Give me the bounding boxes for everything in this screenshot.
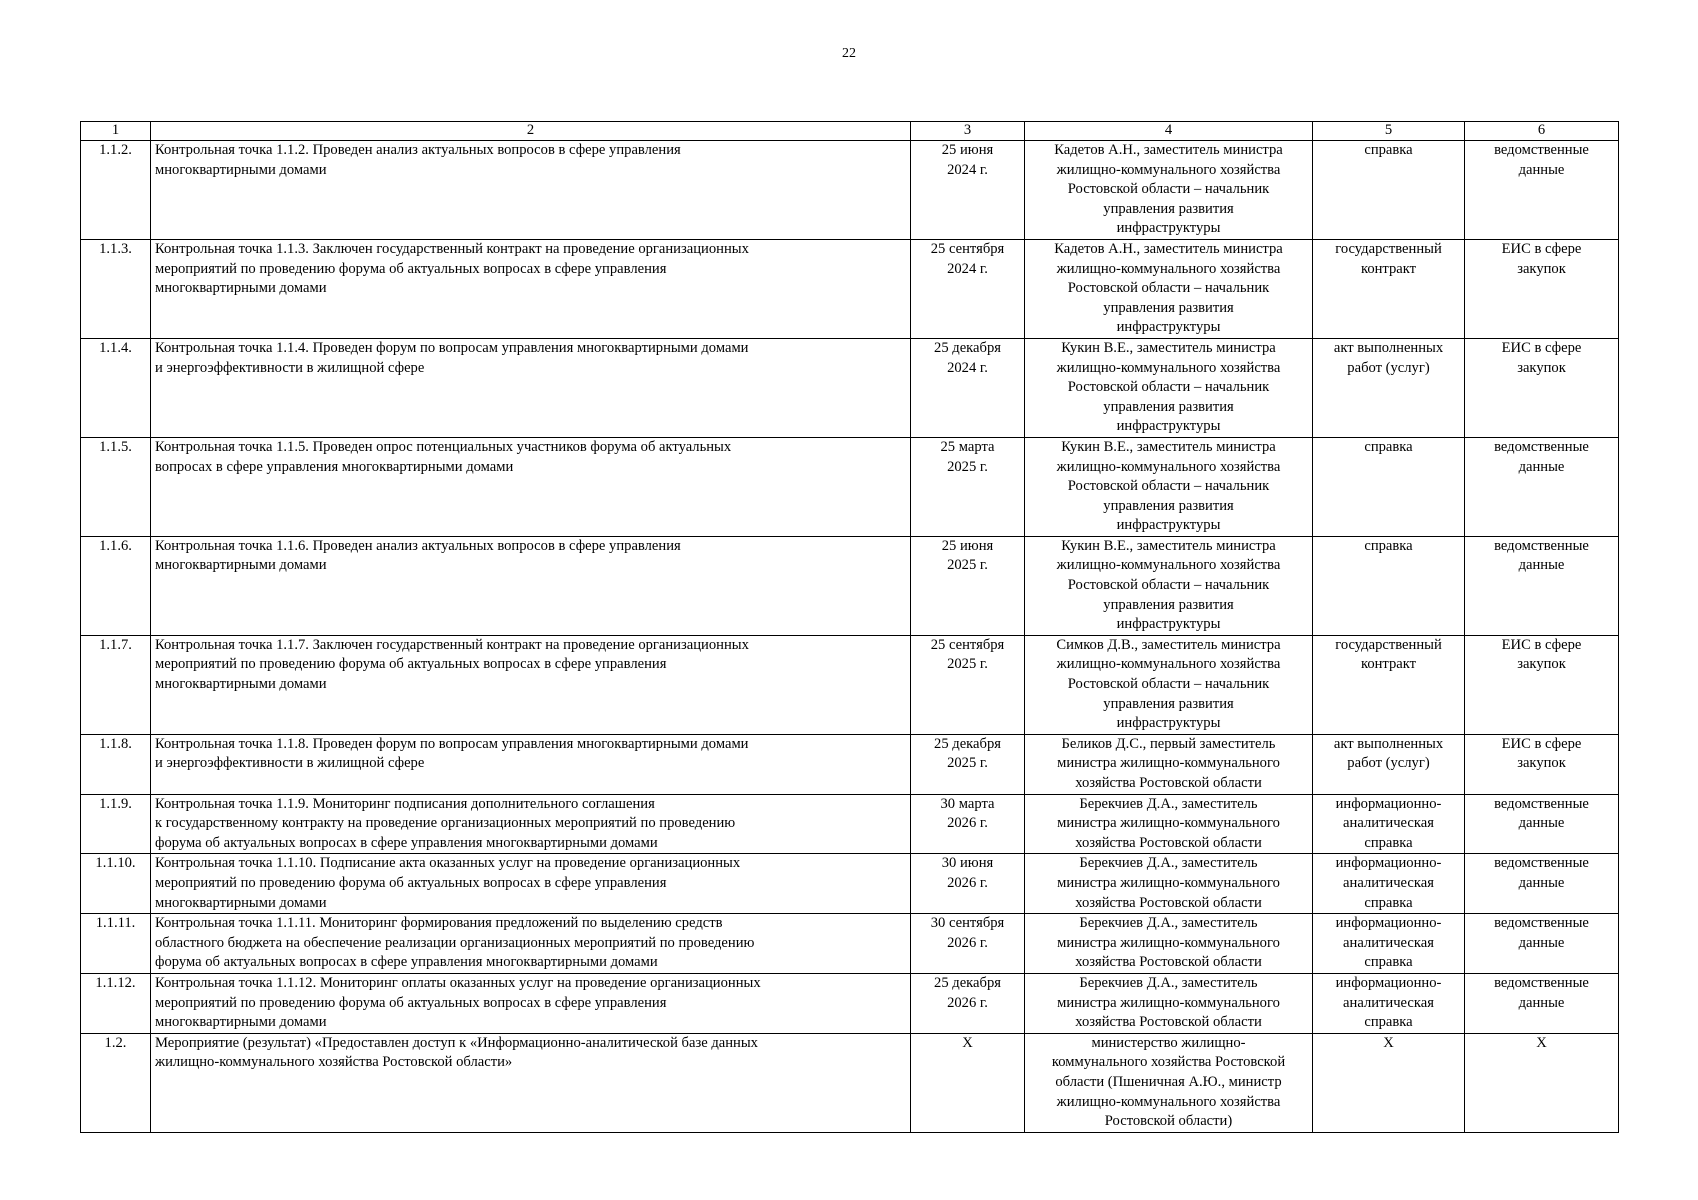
cell-responsible-line: жилищно-коммунального хозяйства	[1056, 557, 1281, 574]
cell-deadline-line: 25 июня	[941, 142, 994, 158]
header-col-5: 5	[1313, 122, 1465, 141]
cell-document-type	[1313, 1033, 1465, 1132]
cell-responsible-line: Ростовской области – начальник	[1067, 676, 1270, 693]
cell-responsible-line: инфраструктуры	[1116, 220, 1221, 237]
cell-responsible-line: управления развития	[1103, 200, 1234, 217]
cell-info-source-line: закупок	[1517, 755, 1566, 772]
cell-responsible-line: жилищно-коммунального хозяйства	[1056, 359, 1281, 376]
cell-info-source-line: данные	[1518, 934, 1565, 951]
cell-description-line: многоквартирными домами	[155, 161, 327, 178]
cell-responsible-line: хозяйства Ростовской области	[1075, 834, 1262, 851]
cell-info-source	[1465, 239, 1619, 338]
cell-responsible-line: министра жилищно-коммунального	[1057, 994, 1280, 1011]
cell-document-type-line: справка	[1364, 438, 1413, 455]
header-col-2: 2	[151, 122, 911, 141]
cell-responsible-line: министерство жилищно-	[1091, 1034, 1246, 1051]
cell-description-line: мероприятий по проведению форума об актуальных вопросах в сфере управления	[155, 656, 667, 673]
cell-responsible-line: жилищно-коммунального хозяйства	[1056, 260, 1281, 277]
cell-document-type-line: справка	[1364, 537, 1413, 554]
cell-info-source-line: ведомственные	[1494, 915, 1589, 932]
cell-info-source	[1465, 338, 1619, 437]
cell-deadline	[911, 854, 1025, 914]
cell-info-source-line: ведомственные	[1494, 537, 1589, 554]
cell-description-line: многоквартирными домами	[155, 894, 327, 911]
cell-deadline	[911, 338, 1025, 437]
table-row	[81, 854, 1619, 914]
cell-document-type-line: справка	[1364, 834, 1413, 851]
cell-description-line: Контрольная точка 1.1.11. Мониторинг формирования предложений по выделению средств	[155, 915, 723, 932]
header-col-3: 3	[911, 122, 1025, 141]
cell-info-source-line: данные	[1518, 994, 1565, 1011]
cell-description-line: Контрольная точка 1.1.5. Проведен опрос потенциальных участников форума об актуальных	[155, 438, 732, 455]
cell-description-line: областного бюджета на обеспечение реализации организационных мероприятий по проведению	[155, 934, 755, 951]
cell-document-type	[1313, 794, 1465, 854]
cell-info-source-line: ЕИС в сфере	[1501, 636, 1582, 653]
cell-document-type-line: акт выполненных	[1333, 339, 1444, 356]
cell-deadline-line: 30 сентября	[930, 915, 1005, 932]
cell-responsible-line: инфраструктуры	[1116, 517, 1221, 534]
cell-description	[151, 536, 911, 635]
cell-description-line: жилищно-коммунального хозяйства Ростовской области»	[155, 1054, 513, 1071]
cell-description-line: Контрольная точка 1.1.8. Проведен форум по вопросам управления многоквартирными домами	[155, 735, 749, 752]
cell-description-line: Контрольная точка 1.1.2. Проведен анализ актуальных вопросов в сфере управления	[155, 142, 681, 158]
cell-number: 1.1.10.	[81, 854, 151, 914]
cell-description	[151, 854, 911, 914]
cell-document-type-line: аналитическая	[1343, 994, 1434, 1011]
cell-info-source	[1465, 536, 1619, 635]
cell-responsible-line: жилищно-коммунального хозяйства	[1056, 656, 1281, 673]
cell-responsible-line: министра жилищно-коммунального	[1057, 755, 1280, 772]
cell-responsible	[1025, 734, 1313, 794]
cell-description	[151, 338, 911, 437]
cell-document-type-line: информационно-	[1335, 855, 1442, 872]
cell-document-type	[1313, 854, 1465, 914]
cell-deadline-line: 2026 г.	[947, 934, 988, 951]
table-row	[81, 141, 1619, 240]
cell-description-line: Контрольная точка 1.1.4. Проведен форум по вопросам управления многоквартирными домами	[155, 339, 749, 356]
cell-responsible-line: Беликов Д.С., первый заместитель	[1061, 735, 1276, 752]
cell-document-type-line: справка	[1364, 894, 1413, 911]
cell-document-type-line: контракт	[1360, 260, 1417, 277]
cell-deadline	[911, 734, 1025, 794]
cell-deadline-line: 2025 г.	[947, 755, 988, 772]
cell-number: 1.1.2.	[81, 141, 151, 240]
cell-document-type-line: Х	[1383, 1034, 1394, 1051]
cell-document-type	[1313, 338, 1465, 437]
cell-responsible	[1025, 854, 1313, 914]
cell-responsible-line: хозяйства Ростовской области	[1075, 894, 1262, 911]
cell-info-source-line: закупок	[1517, 656, 1566, 673]
cell-responsible	[1025, 635, 1313, 734]
table-row	[81, 1033, 1619, 1132]
table-row	[81, 635, 1619, 734]
cell-description-line: Контрольная точка 1.1.10. Подписание акта оказанных услуг на проведение организационных	[155, 855, 741, 872]
cell-responsible-line: Кукин В.Е., заместитель министра	[1061, 438, 1276, 455]
cell-document-type	[1313, 734, 1465, 794]
cell-deadline-line: 30 марта	[940, 795, 995, 812]
cell-responsible-line: Ростовской области – начальник	[1067, 478, 1270, 495]
cell-description-line: форума об актуальных вопросах в сфере управления многоквартирными домами	[155, 954, 658, 971]
cell-responsible-line: Кукин В.Е., заместитель министра	[1061, 339, 1276, 356]
cell-description-line: и энергоэффективности в жилищной сфере	[155, 755, 425, 772]
cell-number: 1.1.12.	[81, 973, 151, 1033]
cell-responsible-line: управления развития	[1103, 695, 1234, 712]
cell-responsible-line: области (Пшеничная А.Ю., министр	[1055, 1073, 1282, 1090]
cell-deadline-line: 2024 г.	[947, 161, 988, 178]
cell-info-source	[1465, 734, 1619, 794]
cell-info-source	[1465, 635, 1619, 734]
header-col-4: 4	[1025, 122, 1313, 141]
control-points-table	[80, 121, 1619, 1133]
cell-responsible-line: Берекчиев Д.А., заместитель	[1079, 974, 1258, 991]
cell-description-line: многоквартирными домами	[155, 1014, 327, 1031]
cell-info-source-line: данные	[1518, 458, 1565, 475]
header-col-6: 6	[1465, 122, 1619, 141]
cell-document-type	[1313, 536, 1465, 635]
cell-deadline-line: 2024 г.	[947, 260, 988, 277]
cell-document-type-line: государственный	[1335, 636, 1442, 653]
cell-info-source-line: ведомственные	[1494, 795, 1589, 812]
cell-description-line: форума об актуальных вопросах в сфере управления многоквартирными домами	[155, 834, 658, 851]
cell-deadline	[911, 437, 1025, 536]
cell-document-type-line: государственный	[1335, 240, 1442, 257]
header-col-1: 1	[81, 122, 151, 141]
cell-info-source	[1465, 141, 1619, 240]
cell-responsible	[1025, 338, 1313, 437]
cell-document-type	[1313, 239, 1465, 338]
cell-description-line: многоквартирными домами	[155, 557, 327, 574]
cell-document-type-line: работ (услуг)	[1347, 359, 1430, 376]
cell-description	[151, 437, 911, 536]
cell-description-line: Контрольная точка 1.1.6. Проведен анализ актуальных вопросов в сфере управления	[155, 537, 681, 554]
cell-responsible	[1025, 1033, 1313, 1132]
cell-description-line: многоквартирными домами	[155, 676, 327, 693]
cell-deadline	[911, 635, 1025, 734]
cell-responsible-line: жилищно-коммунального хозяйства	[1056, 161, 1281, 178]
cell-description	[151, 635, 911, 734]
cell-deadline-line: 25 сентября	[930, 240, 1005, 257]
cell-responsible	[1025, 914, 1313, 974]
cell-responsible-line: инфраструктуры	[1116, 616, 1221, 633]
cell-responsible-line: жилищно-коммунального хозяйства	[1056, 1093, 1281, 1110]
cell-responsible-line: Ростовской области – начальник	[1067, 280, 1270, 297]
cell-info-source	[1465, 914, 1619, 974]
cell-responsible-line: министра жилищно-коммунального	[1057, 874, 1280, 891]
cell-responsible-line: Берекчиев Д.А., заместитель	[1079, 795, 1258, 812]
cell-responsible	[1025, 973, 1313, 1033]
cell-responsible-line: коммунального хозяйства Ростовской	[1051, 1054, 1286, 1071]
page-number: 22	[842, 46, 856, 61]
cell-number: 1.1.7.	[81, 635, 151, 734]
cell-info-source-line: данные	[1518, 557, 1565, 574]
cell-description-line: мероприятий по проведению форума об актуальных вопросах в сфере управления	[155, 874, 667, 891]
cell-description	[151, 914, 911, 974]
table-row	[81, 734, 1619, 794]
cell-responsible-line: министра жилищно-коммунального	[1057, 815, 1280, 832]
cell-number: 1.1.5.	[81, 437, 151, 536]
cell-responsible-line: Симков Д.В., заместитель министра	[1056, 636, 1281, 653]
cell-responsible-line: министра жилищно-коммунального	[1057, 934, 1280, 951]
cell-info-source-line: данные	[1518, 874, 1565, 891]
cell-responsible-line: инфраструктуры	[1116, 418, 1221, 435]
cell-deadline-line: 25 марта	[940, 438, 995, 455]
cell-responsible-line: управления развития	[1103, 398, 1234, 415]
cell-description-line: Контрольная точка 1.1.7. Заключен государственный контракт на проведение организационных	[155, 636, 749, 653]
cell-responsible-line: Ростовской области – начальник	[1067, 577, 1270, 594]
cell-deadline-line: 2025 г.	[947, 458, 988, 475]
cell-document-type	[1313, 437, 1465, 536]
cell-deadline	[911, 141, 1025, 240]
cell-info-source-line: данные	[1518, 815, 1565, 832]
cell-deadline	[911, 1033, 1025, 1132]
cell-info-source	[1465, 973, 1619, 1033]
cell-description-line: мероприятий по проведению форума об актуальных вопросах в сфере управления	[155, 994, 667, 1011]
cell-info-source-line: ЕИС в сфере	[1501, 735, 1582, 752]
cell-responsible-line: управления развития	[1103, 497, 1234, 514]
cell-responsible-line: Кукин В.Е., заместитель министра	[1061, 537, 1276, 554]
cell-info-source-line: ведомственные	[1494, 855, 1589, 872]
cell-document-type-line: акт выполненных	[1333, 735, 1444, 752]
cell-info-source	[1465, 854, 1619, 914]
cell-description-line: Мероприятие (результат) «Предоставлен доступ к «Информационно-аналитической базе данных	[155, 1034, 758, 1051]
cell-responsible	[1025, 437, 1313, 536]
cell-description-line: и энергоэффективности в жилищной сфере	[155, 359, 425, 376]
cell-description-line: мероприятий по проведению форума об актуальных вопросах в сфере управления	[155, 260, 667, 277]
cell-deadline	[911, 794, 1025, 854]
cell-responsible-line: Ростовской области – начальник	[1067, 379, 1270, 396]
cell-info-source	[1465, 794, 1619, 854]
cell-number: 1.1.9.	[81, 794, 151, 854]
cell-info-source-line: закупок	[1517, 260, 1566, 277]
cell-responsible	[1025, 141, 1313, 240]
cell-description	[151, 794, 911, 854]
cell-deadline-line: 25 сентября	[930, 636, 1005, 653]
cell-document-type	[1313, 141, 1465, 240]
cell-description	[151, 1033, 911, 1132]
cell-number: 1.1.3.	[81, 239, 151, 338]
cell-description-line: к государственному контракту на проведение организационных мероприятий по проведению	[155, 815, 736, 832]
cell-number: 1.1.6.	[81, 536, 151, 635]
cell-document-type-line: информационно-	[1335, 974, 1442, 991]
cell-number: 1.1.11.	[81, 914, 151, 974]
cell-description	[151, 141, 911, 240]
cell-deadline-line: 25 декабря	[934, 974, 1001, 991]
cell-responsible-line: Ростовской области)	[1104, 1113, 1233, 1130]
cell-number: 1.2.	[81, 1033, 151, 1132]
cell-deadline-line: 30 июня	[941, 855, 994, 872]
cell-number: 1.1.8.	[81, 734, 151, 794]
cell-document-type	[1313, 973, 1465, 1033]
cell-responsible-line: управления развития	[1103, 299, 1234, 316]
cell-responsible-line: Берекчиев Д.А., заместитель	[1079, 855, 1258, 872]
table-row	[81, 536, 1619, 635]
cell-responsible-line: инфраструктуры	[1116, 319, 1221, 336]
cell-description-line: многоквартирными домами	[155, 280, 327, 297]
cell-info-source-line: ЕИС в сфере	[1501, 240, 1582, 257]
cell-description-line: Контрольная точка 1.1.9. Мониторинг подписания дополнительного соглашения	[155, 795, 655, 812]
cell-description-line: Контрольная точка 1.1.3. Заключен государственный контракт на проведение организационных	[155, 240, 749, 257]
cell-responsible	[1025, 794, 1313, 854]
cell-info-source	[1465, 1033, 1619, 1132]
cell-info-source-line: ведомственные	[1494, 974, 1589, 991]
cell-deadline-line: 2025 г.	[947, 656, 988, 673]
table-row	[81, 437, 1619, 536]
cell-document-type-line: информационно-	[1335, 915, 1442, 932]
cell-deadline-line: 2026 г.	[947, 994, 988, 1011]
cell-document-type	[1313, 635, 1465, 734]
cell-document-type-line: работ (услуг)	[1347, 755, 1430, 772]
table-row	[81, 239, 1619, 338]
cell-responsible-line: Ростовской области – начальник	[1067, 181, 1270, 198]
cell-deadline-line: 2026 г.	[947, 874, 988, 891]
cell-document-type-line: справка	[1364, 1014, 1413, 1031]
table-row	[81, 794, 1619, 854]
cell-document-type-line: справка	[1364, 954, 1413, 971]
cell-document-type-line: информационно-	[1335, 795, 1442, 812]
cell-responsible-line: управления развития	[1103, 596, 1234, 613]
cell-document-type	[1313, 914, 1465, 974]
table-row	[81, 973, 1619, 1033]
cell-responsible-line: жилищно-коммунального хозяйства	[1056, 458, 1281, 475]
cell-responsible	[1025, 536, 1313, 635]
cell-document-type-line: справка	[1364, 142, 1413, 158]
cell-responsible-line: инфраструктуры	[1116, 715, 1221, 732]
cell-document-type-line: аналитическая	[1343, 934, 1434, 951]
table-row	[81, 914, 1619, 974]
cell-document-type-line: аналитическая	[1343, 815, 1434, 832]
cell-deadline	[911, 239, 1025, 338]
cell-info-source-line: закупок	[1517, 359, 1566, 376]
cell-deadline	[911, 914, 1025, 974]
cell-info-source-line: данные	[1518, 161, 1565, 178]
cell-info-source-line: ЕИС в сфере	[1501, 339, 1582, 356]
cell-deadline-line: 2026 г.	[947, 815, 988, 832]
cell-responsible-line: хозяйства Ростовской области	[1075, 1014, 1262, 1031]
cell-deadline-line: 25 июня	[941, 537, 994, 554]
cell-deadline-line: Х	[962, 1034, 973, 1051]
cell-responsible-line: Берекчиев Д.А., заместитель	[1079, 915, 1258, 932]
cell-responsible-line: хозяйства Ростовской области	[1075, 954, 1262, 971]
cell-info-source	[1465, 437, 1619, 536]
cell-responsible	[1025, 239, 1313, 338]
cell-description-line: Контрольная точка 1.1.12. Мониторинг оплаты оказанных услуг на проведение организационных	[155, 974, 761, 991]
table-header-row	[81, 122, 1619, 141]
cell-number: 1.1.4.	[81, 338, 151, 437]
cell-deadline-line: 2025 г.	[947, 557, 988, 574]
cell-deadline-line: 2024 г.	[947, 359, 988, 376]
cell-deadline	[911, 536, 1025, 635]
cell-responsible-line: Кадетов А.Н., заместитель министра	[1054, 142, 1283, 158]
cell-deadline-line: 25 декабря	[934, 735, 1001, 752]
cell-description	[151, 734, 911, 794]
cell-responsible-line: Кадетов А.Н., заместитель министра	[1054, 240, 1283, 257]
cell-description	[151, 239, 911, 338]
cell-info-source-line: ведомственные	[1494, 438, 1589, 455]
cell-info-source-line: Х	[1536, 1034, 1547, 1051]
cell-info-source-line: ведомственные	[1494, 142, 1589, 158]
cell-description-line: вопросах в сфере управления многоквартирными домами	[155, 458, 514, 475]
cell-description	[151, 973, 911, 1033]
cell-deadline	[911, 973, 1025, 1033]
cell-deadline-line: 25 декабря	[934, 339, 1001, 356]
cell-responsible-line: хозяйства Ростовской области	[1075, 775, 1262, 791]
cell-document-type-line: аналитическая	[1343, 874, 1434, 891]
cell-document-type-line: контракт	[1360, 656, 1417, 673]
table-row	[81, 338, 1619, 437]
